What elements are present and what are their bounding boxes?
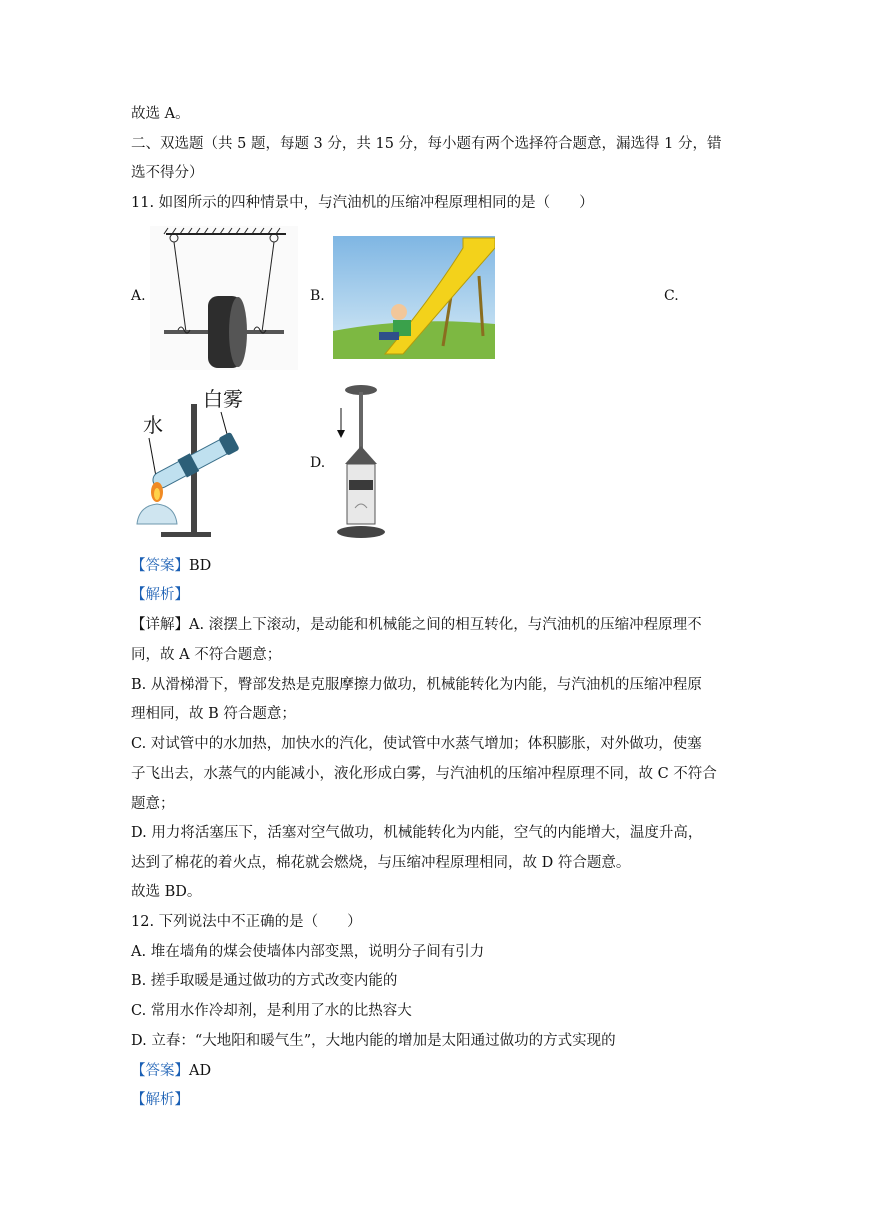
- detail-line: [131, 615, 702, 635]
- detail-text: A. 滚摆上下滚动，是动能和机械能之间的相互转化，与汽油机的压缩冲程原理不: [189, 617, 702, 633]
- test-tube-figure: [131, 384, 251, 542]
- compression-cylinder-figure: [333, 384, 389, 542]
- mist-label: 白雾: [203, 387, 243, 411]
- question-11: 11. 如图所示的四种情景中，与汽油机的压缩冲程原理相同的是（ ）: [131, 195, 594, 211]
- option-c-label: C.: [664, 288, 679, 304]
- analysis-label-line: [131, 585, 189, 605]
- slide-figure: [333, 236, 495, 359]
- text-line: 达到了棉花的着火点，棉花就会燃烧，与压缩冲程原理相同，故 D 符合题意。: [131, 855, 631, 871]
- text-line: 故选 BD。: [131, 884, 202, 900]
- option-d-label: D.: [310, 455, 326, 471]
- option-b: B. 搓手取暖是通过做功的方式改变内能的: [131, 973, 398, 989]
- option-a: A. 堆在墙角的煤会使墙体内部变黑，说明分子间有引力: [131, 944, 485, 960]
- question-12: 12. 下列说法中不正确的是（ ）: [131, 914, 362, 930]
- analysis-label-line: [131, 1090, 189, 1110]
- answer-label: 【答案】: [131, 558, 189, 574]
- answer-value: BD: [189, 558, 212, 574]
- analysis-label: 【解析】: [131, 1092, 189, 1108]
- option-d: D. 立春：“大地阳和暖气生”，大地内能的增加是太阳通过做功的方式实现的: [131, 1033, 616, 1049]
- text-line: B. 从滑梯滑下，臀部发热是克服摩擦力做功，机械能转化为内能，与汽油机的压缩冲程原: [131, 677, 702, 693]
- maxwell-wheel-figure: [150, 226, 298, 370]
- answer-value: AD: [189, 1063, 212, 1079]
- text-line: 同，故 A 不符合题意；: [131, 647, 282, 663]
- answer-label: 【答案】: [131, 1063, 189, 1079]
- analysis-label: 【解析】: [131, 587, 189, 603]
- text-line: 选不得分）: [131, 165, 204, 181]
- option-b-label: B.: [310, 288, 325, 304]
- text-line: 理相同，故 B 符合题意；: [131, 706, 296, 722]
- answer-line: [131, 1061, 211, 1081]
- option-a-label: A.: [131, 288, 146, 304]
- option-c: C. 常用水作冷却剂，是利用了水的比热容大: [131, 1003, 412, 1019]
- text-line: 子飞出去，水蒸气的内能减小，液化形成白雾，与汽油机的压缩冲程原理不同，故 C 不符合: [131, 766, 717, 782]
- water-label: 水: [143, 413, 163, 437]
- text-line: 故选 A。: [131, 106, 190, 122]
- answer-line: [131, 556, 211, 576]
- section-heading: 二、双选题（共 5 题，每题 3 分，共 15 分，每小题有两个选择符合题意，漏选得 1 分，错: [131, 136, 722, 152]
- text-line: C. 对试管中的水加热，加快水的汽化，使试管中水蒸气增加；体积膨胀，对外做功，使塞: [131, 736, 702, 752]
- text-line: 题意；: [131, 796, 175, 812]
- text-line: D. 用力将活塞压下，活塞对空气做功，机械能转化为内能，空气的内能增大，温度升高，: [131, 825, 703, 841]
- detail-label: 【详解】: [131, 617, 189, 633]
